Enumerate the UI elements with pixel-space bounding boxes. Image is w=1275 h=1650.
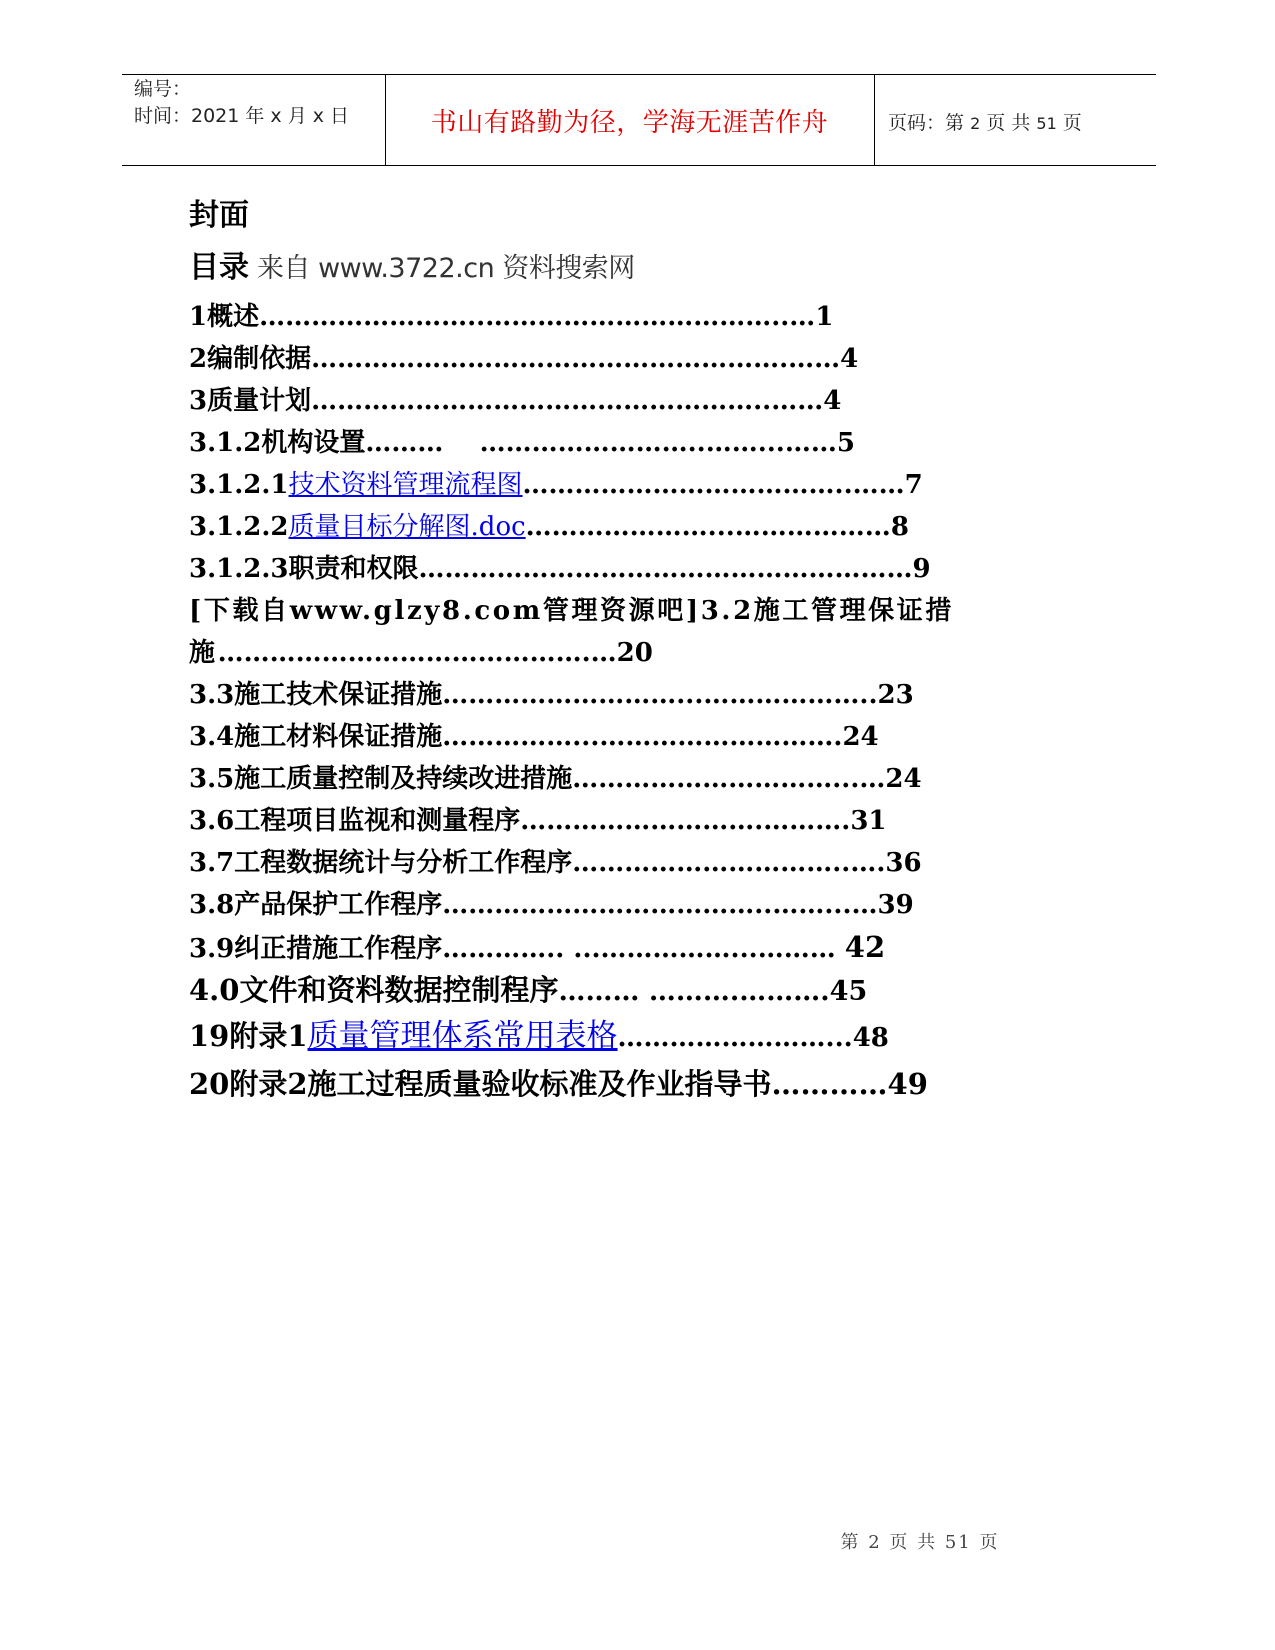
toc-link[interactable]: 质量目标分解图.doc [288, 512, 526, 542]
toc-entry: 3.7工程数据统计与分析工作程序…………………………..….36 [189, 848, 922, 878]
contents-label: 目录 [189, 250, 249, 285]
toc-entry: 20附录2施工过程质量验收标准及作业指导书…………49 [189, 1067, 928, 1101]
toc-entry: 2编制依据……………………………………………….……4 [189, 344, 859, 374]
toc-link[interactable]: 质量管理体系常用表格 [307, 1018, 618, 1054]
header-meta [134, 76, 349, 130]
toc-entry: 3.8产品保护工作程序………………………………..……...…39 [189, 890, 914, 920]
page-total: 51 [1036, 114, 1057, 133]
toc-entry: 3.1.2.3职责和权限…………………………………………………9 [189, 554, 931, 584]
page-footer: 第 2 页 共 51 页 [840, 1532, 1000, 1553]
header-motto: 书山有路勤为径，学海无涯苦作舟 [430, 108, 829, 138]
page-suffix: 页 [1062, 112, 1082, 134]
toc-entry: 1概述……………………..……………………………..…1 [189, 302, 834, 332]
document-number-label: 编号： [134, 78, 192, 100]
page-mid: 页 共 [986, 112, 1031, 134]
toc-entry: 3质量计划……………………………………………..……4 [189, 386, 842, 416]
toc-entry: 3.1.2.2质量目标分解图.doc…………………...………………8 [189, 512, 909, 542]
header-bottom-rule [122, 165, 1156, 166]
table-of-contents [189, 192, 1089, 1108]
source-note: 来自 www.3722.cn 资料搜索网 [257, 253, 635, 284]
toc-link[interactable]: 技术资料管理流程图 [288, 470, 523, 500]
header-divider [874, 74, 875, 166]
toc-entry: 3.6工程项目监视和测量程序……………………….……….31 [189, 806, 887, 836]
toc-entry: 3.3施工技术保证措施………………………...………………..23 [189, 680, 914, 710]
toc-entry: 4.0文件和资料数据控制程序……… ……….……….45 [189, 973, 868, 1007]
document-time-label: 时间：2021 年 x 月 x 日 [134, 105, 350, 127]
toc-cover-heading: 封面 [189, 198, 249, 233]
toc-entry: 3.9纠正措施工作程序………….. ...……………...……… 42 [189, 930, 886, 964]
toc-entry: [下载自www.glzy8.com管理资源吧]3.2施工管理保证措施…………………………………….…20 [189, 596, 954, 668]
toc-entry: 19附录1质量管理体系常用表格……………………...48 [189, 1018, 889, 1054]
header-page-indicator [888, 108, 1082, 135]
page-header [122, 74, 1156, 166]
toc-entry: 3.5施工质量控制及持续改进措施…………………………...…24 [189, 764, 922, 794]
toc-contents-heading [189, 240, 1089, 296]
page-current: 2 [970, 114, 981, 133]
toc-entry: 3.1.2.1技术资料管理流程图………………………………..……7 [189, 470, 923, 500]
toc-entry: 3.4施工材料保证措施……………...……………………….24 [189, 722, 879, 752]
page-prefix: 页码：第 [888, 112, 965, 134]
toc-entry: 3.1.2机构设置……… ……………………..……...……5 [189, 428, 855, 458]
header-top-rule [122, 74, 1156, 75]
